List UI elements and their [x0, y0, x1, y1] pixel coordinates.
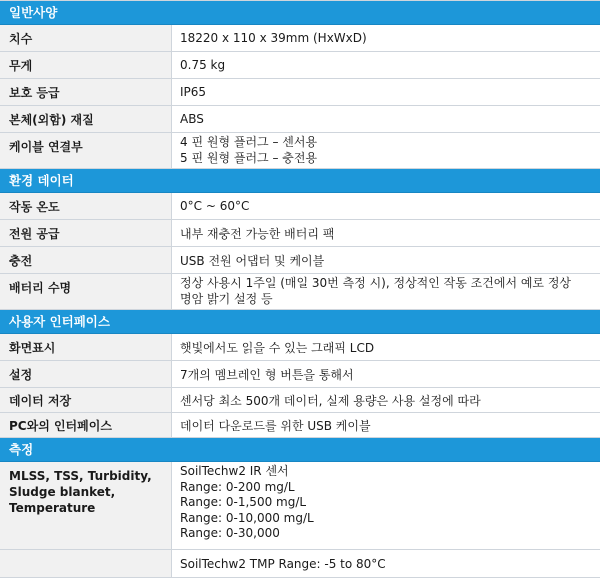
spec-label: PC와의 인터페이스 [0, 413, 172, 437]
spec-value [172, 388, 600, 412]
spec-row [0, 550, 600, 578]
spec-value [172, 25, 600, 51]
spec-value-line: 센서당 최소 500개 데이터, 실제 용량은 사용 설정에 따라 [180, 393, 481, 408]
spec-value-line: 내부 재충전 가능한 배터리 팩 [180, 226, 335, 241]
spec-row [0, 388, 600, 413]
spec-row [0, 274, 600, 310]
spec-value-line: IP65 [180, 85, 207, 99]
section-header: 측정 [0, 438, 600, 462]
spec-value [172, 274, 600, 309]
spec-label: 보호 등급 [0, 79, 172, 105]
spec-value-line: 0.75 kg [180, 58, 226, 72]
spec-label [0, 550, 172, 577]
spec-row [0, 193, 600, 220]
spec-label: 치수 [0, 25, 172, 51]
spec-label: 본체(외함) 재질 [0, 106, 172, 132]
spec-value [172, 193, 600, 219]
section-header: 사용자 인터페이스 [0, 310, 600, 334]
spec-row [0, 133, 600, 169]
spec-label: 화면표시 [0, 334, 172, 360]
spec-row [0, 361, 600, 388]
spec-value [172, 106, 600, 132]
spec-row [0, 220, 600, 247]
spec-row [0, 334, 600, 361]
spec-value-line: Range: 0-30,000 [180, 526, 280, 540]
spec-label: 케이블 연결부 [0, 133, 172, 168]
spec-value [172, 361, 600, 387]
spec-row [0, 413, 600, 438]
spec-value-line: 정상 사용시 1주일 (매일 30번 측정 시), 정상적인 작동 조건에서 예로 정상 [180, 276, 572, 290]
spec-value-line: SoilTechw2 IR 센서 [180, 464, 289, 478]
spec-label: 무게 [0, 52, 172, 78]
spec-row [0, 106, 600, 133]
spec-label: 충전 [0, 247, 172, 273]
spec-row [0, 52, 600, 79]
spec-value [172, 247, 600, 273]
spec-row [0, 79, 600, 106]
spec-label: 설정 [0, 361, 172, 387]
spec-value-line: USB 전원 어댑터 및 케이블 [180, 253, 325, 268]
spec-row [0, 462, 600, 550]
spec-value-line: Range: 0-1,500 mg/L [180, 495, 307, 509]
spec-value-line: SoilTechw2 TMP Range: -5 to 80°C [180, 556, 386, 571]
spec-row [0, 25, 600, 52]
spec-value [172, 133, 600, 168]
spec-value [172, 220, 600, 246]
spec-value-line: ABS [180, 112, 204, 126]
spec-value [172, 413, 600, 437]
spec-value [172, 52, 600, 78]
spec-value [172, 334, 600, 360]
spec-value-line: 18220 x 110 x 39mm (HxWxD) [180, 31, 367, 45]
spec-label: 작동 온도 [0, 193, 172, 219]
spec-value-line: 4 핀 원형 플러그 – 센서용 [180, 135, 318, 149]
spec-value-line: 명암 밝기 설정 등 [180, 291, 273, 306]
spec-value-line: 햇빛에서도 읽을 수 있는 그래픽 LCD [180, 340, 375, 355]
spec-value-line: 7개의 멤브레인 형 버튼을 통해서 [180, 367, 354, 382]
section-header: 일반사양 [0, 1, 600, 25]
spec-value-line: Range: 0-10,000 mg/L [180, 510, 314, 525]
spec-value-line: Range: 0-200 mg/L [180, 479, 295, 494]
spec-label: 데이터 저장 [0, 388, 172, 412]
spec-row [0, 247, 600, 274]
spec-value [172, 550, 600, 577]
spec-value-line: 5 핀 원형 플러그 – 충전용 [180, 150, 318, 165]
spec-label: 배터리 수명 [0, 274, 172, 309]
spec-label: MLSS, TSS, Turbidity, Sludge blanket, Temperature [0, 462, 172, 549]
spec-value-line: 0°C ~ 60°C [180, 199, 250, 213]
spec-value [172, 79, 600, 105]
spec-value-line: 데이터 다운로드를 위한 USB 케이블 [180, 418, 371, 433]
spec-value [172, 462, 600, 549]
spec-label: 전원 공급 [0, 220, 172, 246]
section-header: 환경 데이터 [0, 169, 600, 193]
